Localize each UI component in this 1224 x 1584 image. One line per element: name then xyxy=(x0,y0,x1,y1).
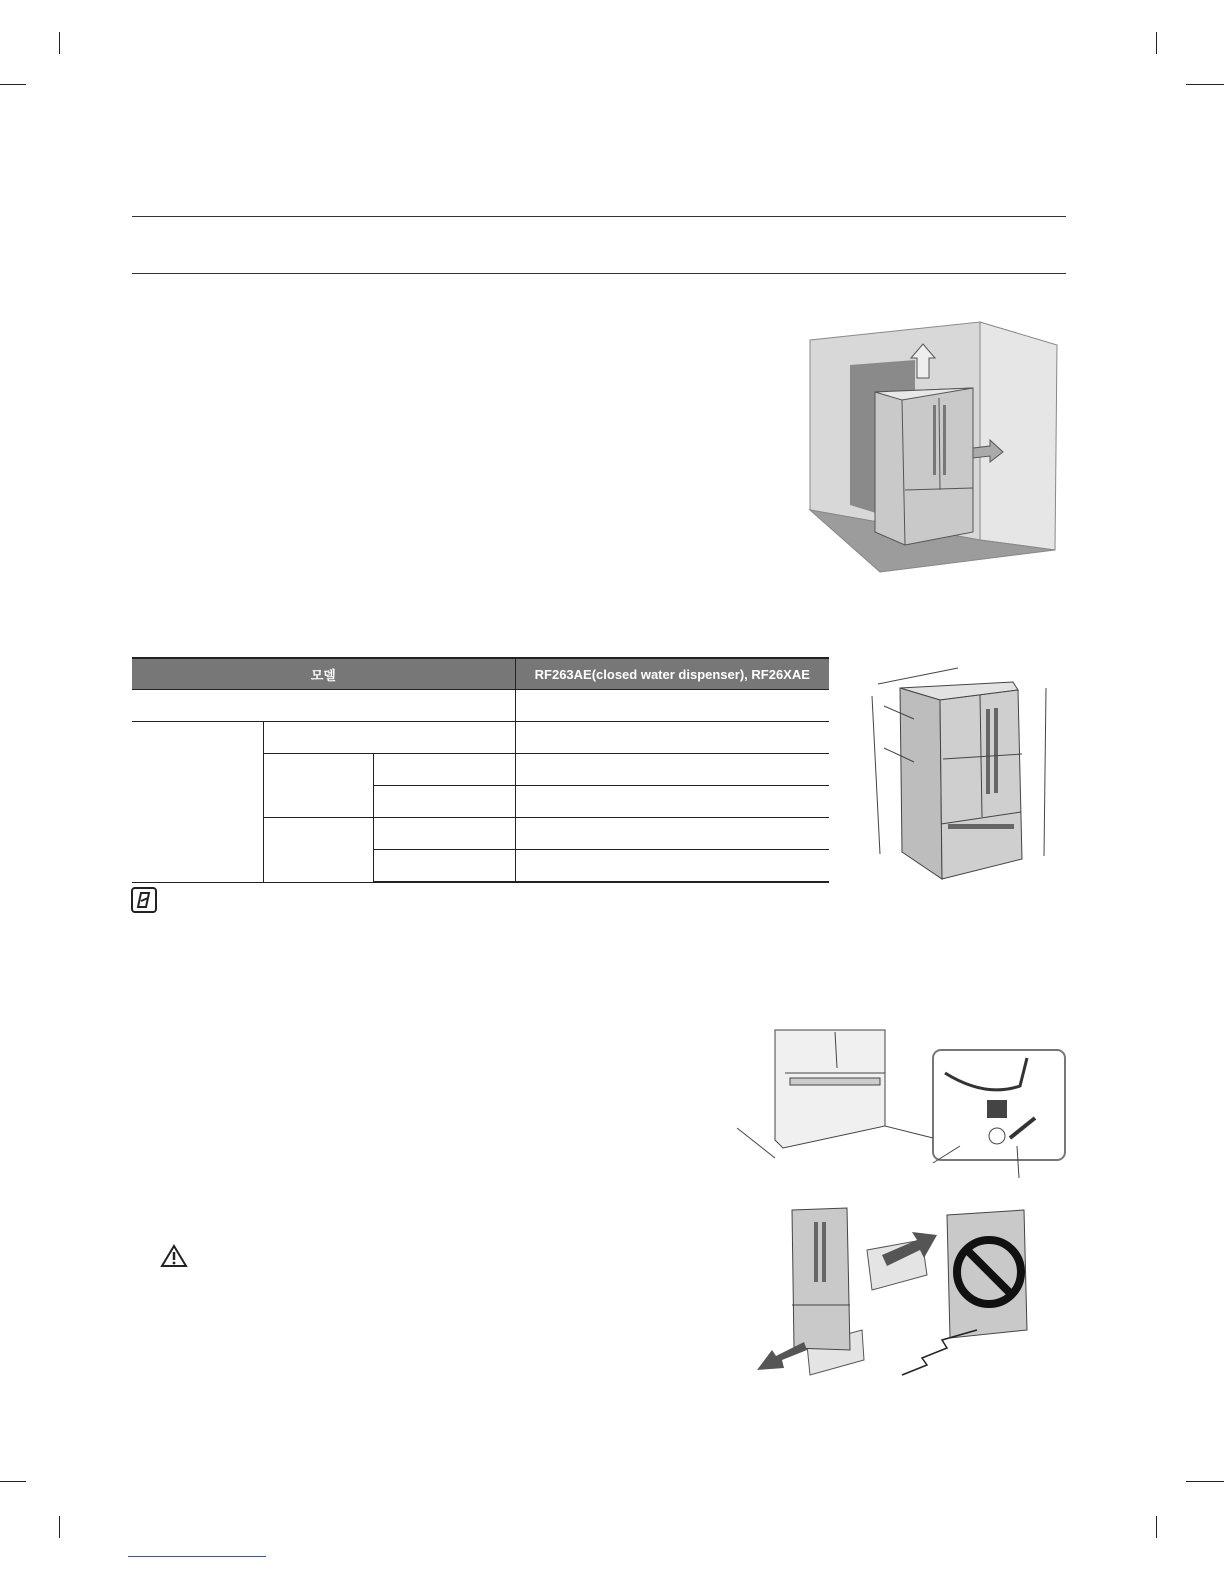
table-row xyxy=(132,690,829,722)
header-rule-bottom xyxy=(132,273,1066,274)
table-cell xyxy=(132,690,515,722)
leveling-foot-illustration xyxy=(735,1028,1070,1178)
table-cell xyxy=(263,818,373,883)
refrigerator-dimensions-illustration xyxy=(858,664,1058,886)
table-cell xyxy=(373,850,515,883)
table-cell xyxy=(263,722,515,754)
table-header-value: RF263AE(closed water dispenser), RF26XAE xyxy=(515,658,829,690)
crop-mark xyxy=(1186,1481,1224,1482)
moving-refrigerator-illustration xyxy=(752,1200,1032,1385)
specification-table xyxy=(132,657,829,883)
crop-mark xyxy=(1156,1516,1157,1538)
table-cell xyxy=(132,722,263,883)
table-cell xyxy=(515,786,829,818)
table-cell xyxy=(373,818,515,850)
crop-mark xyxy=(1186,84,1224,85)
crop-mark xyxy=(0,1481,26,1482)
table-cell xyxy=(515,818,829,850)
table-header-row xyxy=(132,658,829,690)
table-cell xyxy=(515,690,829,722)
footer-link-underline xyxy=(128,1556,266,1557)
header-rule-top xyxy=(132,216,1066,217)
crop-mark xyxy=(59,1516,60,1538)
table-cell xyxy=(263,754,373,818)
table-cell xyxy=(515,850,829,883)
table-cell xyxy=(373,754,515,786)
crop-mark xyxy=(59,32,60,54)
table-cell xyxy=(515,754,829,786)
note-icon xyxy=(131,887,157,913)
table-header-model: 모델 xyxy=(132,658,515,690)
caution-warning-icon xyxy=(161,1244,187,1268)
table-cell xyxy=(515,722,829,754)
crop-mark xyxy=(1156,32,1157,54)
room-placement-illustration xyxy=(805,320,1065,575)
table-cell xyxy=(373,786,515,818)
crop-mark xyxy=(0,84,26,85)
table-row xyxy=(132,722,829,754)
